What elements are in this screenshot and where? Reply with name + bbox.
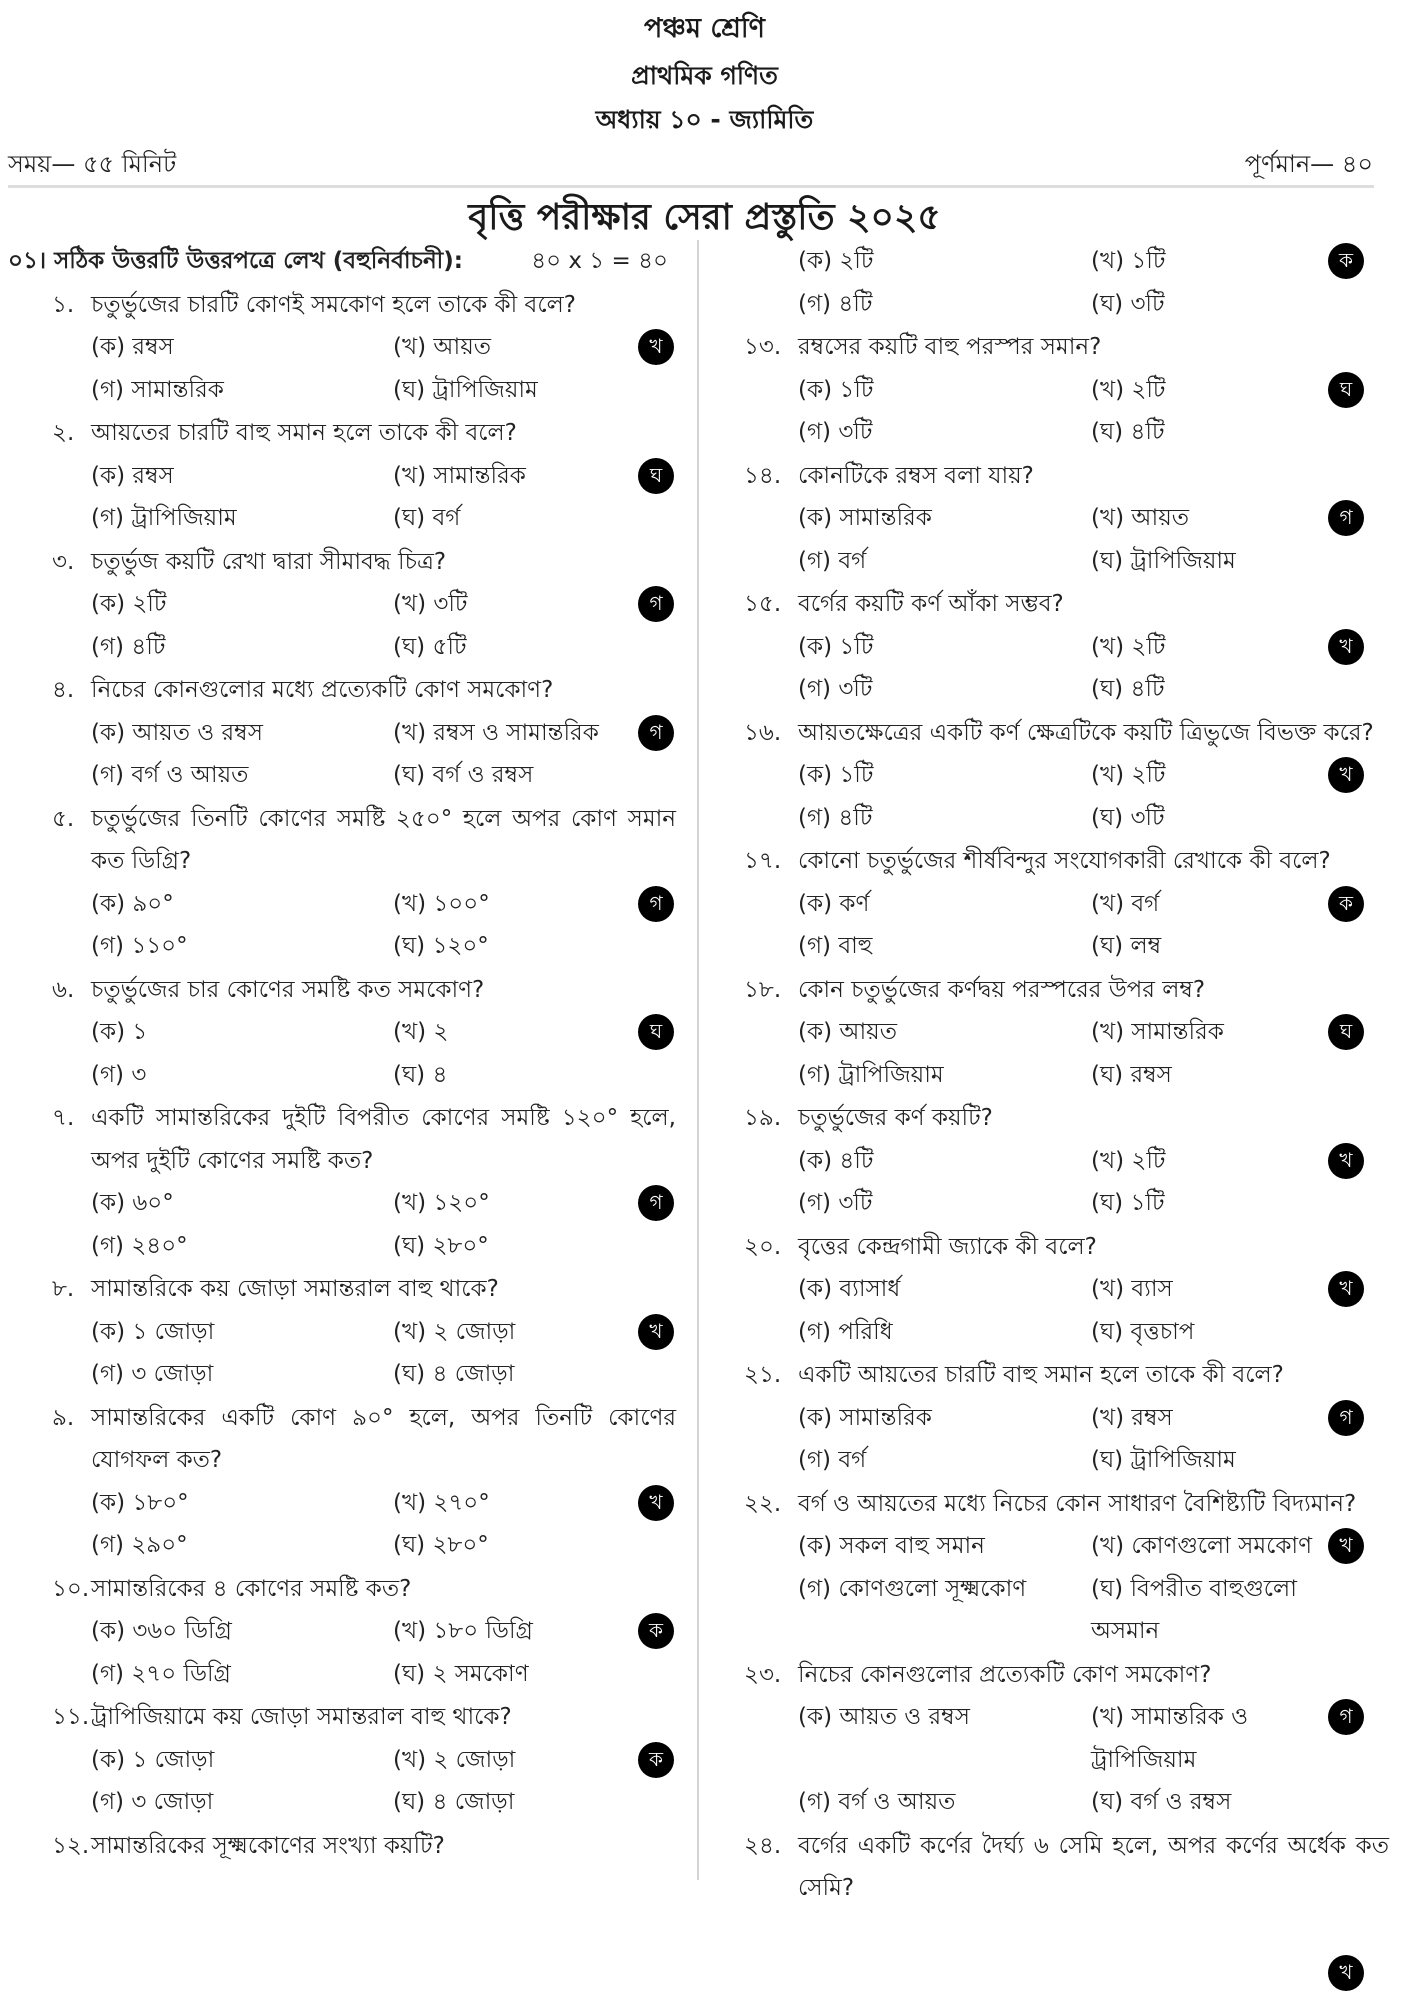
option: (গ) বর্গ bbox=[798, 1439, 1091, 1482]
answer-badge: ক bbox=[1328, 886, 1364, 922]
options-row bbox=[700, 283, 1409, 326]
question-line bbox=[700, 1354, 1409, 1397]
option: (গ) ১১০° bbox=[91, 925, 393, 968]
question-number: ৭. bbox=[52, 1097, 91, 1182]
question-text: একটি সামান্তরিকের দুইটি বিপরীত কোণের সমষ্টি ১২০° হলে, অপর দুইটি কোণের সমষ্টি কত? bbox=[91, 1097, 676, 1182]
chapter-heading: অধ্যায় ১০ - জ্যামিতি bbox=[0, 100, 1409, 143]
option: (খ) ১০০° bbox=[393, 883, 632, 926]
question-block bbox=[700, 1654, 1409, 1824]
question-line bbox=[0, 669, 690, 712]
option: (ক) ১টি bbox=[798, 626, 1091, 669]
option: (ক) ৪টি bbox=[798, 1140, 1091, 1183]
option: (ক) আয়ত ও রম্বস bbox=[798, 1696, 1091, 1781]
question-number: ৬. bbox=[52, 969, 91, 1012]
question-text: বৃত্তের কেন্দ্রগামী জ্যাকে কী বলে? bbox=[798, 1226, 1389, 1269]
option: (ঘ) লম্ব bbox=[1091, 925, 1323, 968]
question-number: ১৯. bbox=[744, 1097, 798, 1140]
option: (ঘ) ৪টি bbox=[1091, 411, 1323, 454]
question-text: একটি আয়তের চারটি বাহু সমান হলে তাকে কী বলে? bbox=[798, 1354, 1389, 1397]
option: (ঘ) ৪টি bbox=[1091, 668, 1323, 711]
question-text: সামান্তরিকের সূক্ষ্মকোণের সংখ্যা কয়টি? bbox=[91, 1825, 676, 1868]
options-row bbox=[700, 1568, 1409, 1653]
question-text: কোনটিকে রম্বস বলা যায়? bbox=[798, 455, 1389, 498]
options-row bbox=[700, 411, 1409, 454]
options-row bbox=[700, 1397, 1409, 1440]
option: (গ) ৩ bbox=[91, 1054, 393, 1097]
option: (খ) ২৭০° bbox=[393, 1482, 632, 1525]
question-block bbox=[0, 1268, 690, 1396]
option: (গ) বর্গ ও আয়ত bbox=[798, 1781, 1091, 1824]
question-block bbox=[0, 969, 690, 1097]
option: (ক) আয়ত ও রম্বস bbox=[91, 712, 393, 755]
header-divider bbox=[8, 185, 1374, 188]
answer-badge: খ bbox=[638, 1485, 674, 1521]
full-marks: পূর্ণমান— ৪০ bbox=[1245, 146, 1373, 186]
question-block bbox=[700, 326, 1409, 454]
question-block bbox=[700, 240, 1409, 325]
option: (খ) আয়ত bbox=[393, 326, 632, 369]
question-number: ৫. bbox=[52, 798, 91, 883]
options-row bbox=[0, 583, 690, 626]
options-row bbox=[700, 1439, 1409, 1482]
question-text: চতুর্ভুজের তিনটি কোণের সমষ্টি ২৫০° হলে অপর কোণ সমান কত ডিগ্রি? bbox=[91, 798, 676, 883]
question-number: ১০. bbox=[52, 1568, 91, 1611]
page-title: বৃত্তি পরীক্ষার সেরা প্রস্তুতি ২০২৫ bbox=[0, 190, 1409, 250]
option: (ক) রম্বস bbox=[91, 455, 393, 498]
option: (ক) ১ bbox=[91, 1011, 393, 1054]
question-number: ২৪. bbox=[744, 1825, 798, 1910]
question-block bbox=[0, 798, 690, 968]
option: (ঘ) বর্গ ও রম্বস bbox=[393, 754, 632, 797]
question-number: ২৩. bbox=[744, 1654, 798, 1697]
question-block bbox=[700, 1354, 1409, 1482]
option: (খ) সামান্তরিক bbox=[1091, 1011, 1323, 1054]
answer-badge: গ bbox=[1328, 500, 1364, 536]
question-block bbox=[0, 284, 690, 412]
question-block bbox=[0, 1568, 690, 1696]
question-number: ১৭. bbox=[744, 840, 798, 883]
question-number: ৮. bbox=[52, 1268, 91, 1311]
answer-badge: ঘ bbox=[638, 1014, 674, 1050]
option: (ক) আয়ত bbox=[798, 1011, 1091, 1054]
answer-badge: খ bbox=[1328, 757, 1364, 793]
question-block bbox=[0, 541, 690, 669]
question-block bbox=[700, 840, 1409, 968]
answer-badge: খ bbox=[638, 329, 674, 365]
options-row bbox=[0, 1225, 690, 1268]
answer-badge: গ bbox=[638, 1185, 674, 1221]
options-row bbox=[0, 754, 690, 797]
option: (ঘ) ট্রাপিজিয়াম bbox=[1091, 540, 1323, 583]
option: (ঘ) ৪ bbox=[393, 1054, 632, 1097]
options-row bbox=[0, 1653, 690, 1696]
option: (গ) ৩টি bbox=[798, 668, 1091, 711]
answer-badge: গ bbox=[638, 886, 674, 922]
answer-badge: খ bbox=[1328, 1528, 1364, 1564]
option: (খ) ২ জোড়া bbox=[393, 1739, 632, 1782]
options-row bbox=[700, 1140, 1409, 1183]
option: (খ) রম্বস bbox=[1091, 1397, 1323, 1440]
answer-badge: ঘ bbox=[1328, 1014, 1364, 1050]
option: (খ) ৩টি bbox=[393, 583, 632, 626]
option: (ক) ১৮০° bbox=[91, 1482, 393, 1525]
answer-badge: খ bbox=[1328, 1271, 1364, 1307]
options-row bbox=[700, 240, 1409, 283]
option: (ঘ) ৪ জোড়া bbox=[393, 1781, 632, 1824]
options-row bbox=[0, 1610, 690, 1653]
options-row bbox=[700, 1268, 1409, 1311]
options-row bbox=[700, 1781, 1409, 1824]
options-row bbox=[0, 1311, 690, 1354]
question-block bbox=[0, 1397, 690, 1567]
option: (খ) আয়ত bbox=[1091, 497, 1323, 540]
option: (ঘ) রম্বস bbox=[1091, 1054, 1323, 1097]
option: (ক) ২টি bbox=[91, 583, 393, 626]
option: (খ) ১টি bbox=[1091, 240, 1323, 283]
options-row bbox=[700, 626, 1409, 669]
option: (ঘ) ৫টি bbox=[393, 626, 632, 669]
options-row bbox=[700, 1182, 1409, 1225]
answer-badge: ক bbox=[1328, 243, 1364, 279]
question-line bbox=[700, 1097, 1409, 1140]
option: (গ) পরিধি bbox=[798, 1311, 1091, 1354]
question-block bbox=[0, 669, 690, 797]
question-line bbox=[0, 412, 690, 455]
option: (ক) সকল বাহু সমান bbox=[798, 1525, 1091, 1568]
option: (খ) ২ bbox=[393, 1011, 632, 1054]
option: (খ) ২ জোড়া bbox=[393, 1311, 632, 1354]
question-number: ১১. bbox=[52, 1696, 91, 1739]
question-block bbox=[700, 1483, 1409, 1653]
question-line bbox=[0, 1825, 690, 1868]
question-number: ২২. bbox=[744, 1483, 798, 1526]
section-label: ০১। সঠিক উত্তরটি উত্তরপত্রে লেখ (বহুনির্বাচনী): bbox=[8, 240, 517, 283]
question-text: সামান্তরিকের ৪ কোণের সমষ্টি কত? bbox=[91, 1568, 676, 1611]
options-row bbox=[0, 1739, 690, 1782]
option: (ক) কর্ণ bbox=[798, 883, 1091, 926]
options-row bbox=[0, 883, 690, 926]
question-number: ১৩. bbox=[744, 326, 798, 369]
options-row bbox=[0, 1054, 690, 1097]
option: (ঘ) ৪ জোড়া bbox=[393, 1353, 632, 1396]
option: (ঘ) ৩টি bbox=[1091, 283, 1323, 326]
options-row bbox=[700, 369, 1409, 412]
option: (ক) ১টি bbox=[798, 369, 1091, 412]
question-line bbox=[700, 1825, 1409, 1910]
question-number: ১৪. bbox=[744, 455, 798, 498]
question-line bbox=[0, 1696, 690, 1739]
option: (গ) বর্গ bbox=[798, 540, 1091, 583]
option: (ক) ১টি bbox=[798, 754, 1091, 797]
option: (ঘ) ২৮০° bbox=[393, 1225, 632, 1268]
answer-badge: খ bbox=[1328, 1143, 1364, 1179]
option: (খ) সামান্তরিক ও ট্রাপিজিয়াম bbox=[1091, 1696, 1323, 1781]
question-line bbox=[700, 583, 1409, 626]
answer-badge: ঘ bbox=[638, 458, 674, 494]
question-text: চতুর্ভুজের চার কোণের সমষ্টি কত সমকোণ? bbox=[91, 969, 676, 1012]
options-row bbox=[0, 1482, 690, 1525]
option: (গ) ২৯০° bbox=[91, 1524, 393, 1567]
option: (গ) ৪টি bbox=[91, 626, 393, 669]
option: (খ) রম্বস ও সামান্তরিক bbox=[393, 712, 632, 755]
question-text: কোন চতুর্ভুজের কর্ণদ্বয় পরস্পরের উপর লম্ব? bbox=[798, 969, 1389, 1012]
options-row bbox=[700, 883, 1409, 926]
option: (গ) ২৭০ ডিগ্রি bbox=[91, 1653, 393, 1696]
question-text: কোনো চতুর্ভুজের শীর্ষবিন্দুর সংযোগকারী রেখাকে কী বলে? bbox=[798, 840, 1389, 883]
question-text: বর্গ ও আয়তের মধ্যে নিচের কোন সাধারণ বৈশিষ্ট্যটি বিদ্যমান? bbox=[798, 1483, 1389, 1526]
option: (খ) ব্যাস bbox=[1091, 1268, 1323, 1311]
answer-badge: ক bbox=[638, 1742, 674, 1778]
options-row bbox=[0, 1524, 690, 1567]
question-number: ১২. bbox=[52, 1825, 91, 1868]
option: (ক) ২টি bbox=[798, 240, 1091, 283]
option: (গ) ২৪০° bbox=[91, 1225, 393, 1268]
question-line bbox=[700, 969, 1409, 1012]
question-line bbox=[0, 1268, 690, 1311]
question-block bbox=[700, 455, 1409, 583]
question-number: ৯. bbox=[52, 1397, 91, 1482]
question-line bbox=[700, 712, 1409, 755]
question-block bbox=[0, 1696, 690, 1824]
question-number: ৩. bbox=[52, 541, 91, 584]
question-text: নিচের কোনগুলোর প্রত্যেকটি কোণ সমকোণ? bbox=[798, 1654, 1389, 1697]
question-line bbox=[700, 1654, 1409, 1697]
option: (গ) ৪টি bbox=[798, 283, 1091, 326]
option: (ক) ব্যাসার্ধ bbox=[798, 1268, 1091, 1311]
option: (ঘ) বর্গ bbox=[393, 497, 632, 540]
option: (খ) ১২০° bbox=[393, 1182, 632, 1225]
option: (ঘ) ট্রাপিজিয়াম bbox=[393, 369, 632, 412]
question-number: ২০. bbox=[744, 1226, 798, 1269]
option: (গ) বাহু bbox=[798, 925, 1091, 968]
question-text: সামান্তরিকের একটি কোণ ৯০° হলে, অপর তিনটি কোণের যোগফল কত? bbox=[91, 1397, 676, 1482]
question-line bbox=[0, 1568, 690, 1611]
option: (গ) ৩টি bbox=[798, 411, 1091, 454]
class-heading: পঞ্চম শ্রেণি bbox=[0, 8, 1409, 53]
question-block bbox=[700, 969, 1409, 1097]
question-block bbox=[700, 583, 1409, 711]
question-block bbox=[0, 1825, 690, 1868]
question-block bbox=[0, 412, 690, 540]
options-row bbox=[700, 797, 1409, 840]
options-row bbox=[700, 668, 1409, 711]
question-block bbox=[0, 1097, 690, 1267]
question-line bbox=[700, 326, 1409, 369]
options-row bbox=[700, 1054, 1409, 1097]
question-line bbox=[0, 969, 690, 1012]
question-text: রম্বসের কয়টি বাহু পরস্পর সমান? bbox=[798, 326, 1389, 369]
option: (গ) কোণগুলো সূক্ষ্মকোণ bbox=[798, 1568, 1091, 1653]
answer-badge: ক bbox=[638, 1613, 674, 1649]
question-text: ট্রাপিজিয়ামে কয় জোড়া সমান্তরাল বাহু থাকে? bbox=[91, 1696, 676, 1739]
options-row bbox=[700, 1011, 1409, 1054]
option: (গ) ৩টি bbox=[798, 1182, 1091, 1225]
column-divider bbox=[697, 240, 699, 1880]
option: (ক) ৯০° bbox=[91, 883, 393, 926]
option: (খ) ১৮০ ডিগ্রি bbox=[393, 1610, 632, 1653]
question-line bbox=[0, 798, 690, 883]
options-row bbox=[700, 540, 1409, 583]
option: (ঘ) ২৮০° bbox=[393, 1524, 632, 1567]
option: (ক) ১ জোড়া bbox=[91, 1739, 393, 1782]
option: (ক) ১ জোড়া bbox=[91, 1311, 393, 1354]
question-line bbox=[0, 1097, 690, 1182]
question-line bbox=[700, 840, 1409, 883]
question-number: ৪. bbox=[52, 669, 91, 712]
options-row bbox=[0, 369, 690, 412]
options-row bbox=[0, 455, 690, 498]
options-row bbox=[0, 1353, 690, 1396]
option: (গ) ট্রাপিজিয়াম bbox=[798, 1054, 1091, 1097]
option: (ঘ) ১টি bbox=[1091, 1182, 1323, 1225]
options-row bbox=[0, 1781, 690, 1824]
options-row bbox=[700, 925, 1409, 968]
option: (খ) ২টি bbox=[1091, 1140, 1323, 1183]
answer-badge: গ bbox=[638, 586, 674, 622]
options-row bbox=[0, 326, 690, 369]
question-text: বর্গের কয়টি কর্ণ আঁকা সম্ভব? bbox=[798, 583, 1389, 626]
question-line bbox=[0, 1397, 690, 1482]
answer-badge: খ bbox=[1328, 1955, 1364, 1991]
question-line bbox=[0, 284, 690, 327]
question-text: বর্গের একটি কর্ণের দৈর্ঘ্য ৬ সেমি হলে, অপর কর্ণের অর্ধেক কত সেমি? bbox=[798, 1825, 1389, 1910]
question-number: ১. bbox=[52, 284, 91, 327]
option: (ঘ) ১২০° bbox=[393, 925, 632, 968]
answer-row bbox=[700, 1952, 1409, 1994]
answer-badge: গ bbox=[1328, 1699, 1364, 1735]
option: (খ) ২টি bbox=[1091, 626, 1323, 669]
answer-badge: গ bbox=[638, 715, 674, 751]
option: (ঘ) ট্রাপিজিয়াম bbox=[1091, 1439, 1323, 1482]
question-number: ১৮. bbox=[744, 969, 798, 1012]
answer-badge: খ bbox=[1328, 629, 1364, 665]
question-block bbox=[700, 1226, 1409, 1354]
question-text: নিচের কোনগুলোর মধ্যে প্রত্যেকটি কোণ সমকোণ? bbox=[91, 669, 676, 712]
options-row bbox=[0, 626, 690, 669]
left-column bbox=[0, 240, 690, 1867]
option: (ঘ) ২ সমকোণ bbox=[393, 1653, 632, 1696]
section-score: ৪০ x ১ = ৪০ bbox=[531, 240, 668, 283]
options-row bbox=[700, 754, 1409, 797]
question-number: ২. bbox=[52, 412, 91, 455]
option: (খ) ২টি bbox=[1091, 369, 1323, 412]
question-text: আয়তের চারটি বাহু সমান হলে তাকে কী বলে? bbox=[91, 412, 676, 455]
option: (খ) ২টি bbox=[1091, 754, 1323, 797]
options-row bbox=[700, 1525, 1409, 1568]
option: (গ) ৩ জোড়া bbox=[91, 1353, 393, 1396]
options-row bbox=[0, 1182, 690, 1225]
options-row bbox=[700, 497, 1409, 540]
options-row bbox=[700, 1696, 1409, 1781]
right-column bbox=[700, 240, 1409, 1994]
subject-heading: প্রাথমিক গণিত bbox=[0, 56, 1409, 99]
question-text: চতুর্ভুজ কয়টি রেখা দ্বারা সীমাবদ্ধ চিত্র? bbox=[91, 541, 676, 584]
question-number: ২১. bbox=[744, 1354, 798, 1397]
option: (ঘ) বৃত্তচাপ bbox=[1091, 1311, 1323, 1354]
question-line bbox=[700, 1483, 1409, 1526]
option: (ক) ৬০° bbox=[91, 1182, 393, 1225]
options-row bbox=[0, 712, 690, 755]
option: (খ) সামান্তরিক bbox=[393, 455, 632, 498]
option: (ক) সামান্তরিক bbox=[798, 1397, 1091, 1440]
option: (ঘ) ৩টি bbox=[1091, 797, 1323, 840]
answer-badge: গ bbox=[1328, 1400, 1364, 1436]
option: (গ) সামান্তরিক bbox=[91, 369, 393, 412]
option: (ক) রম্বস bbox=[91, 326, 393, 369]
question-number: ১৬. bbox=[744, 712, 798, 755]
question-block bbox=[700, 1097, 1409, 1225]
answer-badge: খ bbox=[638, 1314, 674, 1350]
question-line bbox=[700, 455, 1409, 498]
answer-badge: ঘ bbox=[1328, 372, 1364, 408]
option: (ঘ) বর্গ ও রম্বস bbox=[1091, 1781, 1323, 1824]
time-allowed: সময়— ৫৫ মিনিট bbox=[8, 146, 176, 186]
option: (গ) ৩ জোড়া bbox=[91, 1781, 393, 1824]
option: (খ) কোণগুলো সমকোণ bbox=[1091, 1525, 1323, 1568]
question-number: ১৫. bbox=[744, 583, 798, 626]
option: (ক) ৩৬০ ডিগ্রি bbox=[91, 1610, 393, 1653]
question-text: সামান্তরিকে কয় জোড়া সমান্তরাল বাহু থাকে? bbox=[91, 1268, 676, 1311]
question-block bbox=[700, 1825, 1409, 1994]
options-row bbox=[0, 1011, 690, 1054]
options-row bbox=[700, 1311, 1409, 1354]
section-heading bbox=[0, 240, 690, 283]
option: (গ) ৪টি bbox=[798, 797, 1091, 840]
option: (খ) বর্গ bbox=[1091, 883, 1323, 926]
question-text: চতুর্ভুজের চারটি কোণই সমকোণ হলে তাকে কী বলে? bbox=[91, 284, 676, 327]
option: (ঘ) বিপরীত বাহুগুলো অসমান bbox=[1091, 1568, 1323, 1653]
options-row bbox=[0, 497, 690, 540]
options-row bbox=[0, 925, 690, 968]
question-line bbox=[0, 541, 690, 584]
question-line bbox=[700, 1226, 1409, 1269]
option: (গ) ট্রাপিজিয়াম bbox=[91, 497, 393, 540]
option: (ক) সামান্তরিক bbox=[798, 497, 1091, 540]
question-text: চতুর্ভুজের কর্ণ কয়টি? bbox=[798, 1097, 1389, 1140]
question-text: আয়তক্ষেত্রের একটি কর্ণ ক্ষেত্রটিকে কয়টি ত্রিভুজে বিভক্ত করে? bbox=[798, 712, 1389, 755]
option: (গ) বর্গ ও আয়ত bbox=[91, 754, 393, 797]
question-block bbox=[700, 712, 1409, 840]
